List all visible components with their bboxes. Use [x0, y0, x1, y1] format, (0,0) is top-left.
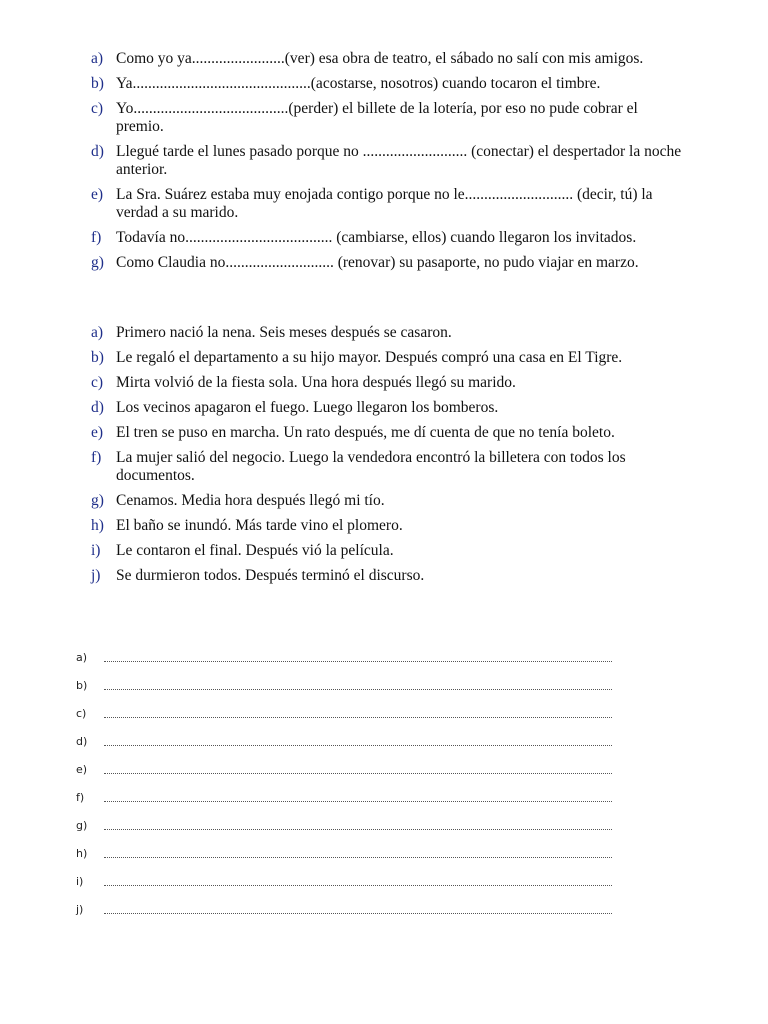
answer-blank — [104, 913, 612, 914]
item-label: h) — [91, 517, 104, 534]
answer-line-b — [0, 676, 768, 704]
exercise-1-item-g — [0, 254, 768, 272]
item-text: Mirta volvió de la fiesta sola. Una hora después llegó su marido. — [116, 374, 516, 391]
item-label: j) — [91, 567, 101, 584]
answer-label: e) — [76, 763, 88, 776]
item-text: Le contaron el final. Después vió la película. — [116, 542, 394, 559]
answer-label: h) — [76, 847, 88, 860]
item-text: La mujer salió del negocio. Luego la vendedora encontró la billetera con todos los documentos. — [116, 449, 626, 484]
answer-blank — [104, 689, 612, 690]
item-label: c) — [91, 374, 104, 391]
answer-line-f — [0, 788, 768, 816]
item-text: El baño se inundó. Más tarde vino el plomero. — [116, 517, 403, 534]
exercise-1-item-f — [0, 229, 768, 247]
answer-lines — [0, 648, 768, 928]
item-text: Se durmieron todos. Después terminó el discurso. — [116, 567, 425, 584]
item-text: Como Claudia no............................ (renovar) su pasaporte, no pudo viajar en marzo. — [116, 254, 639, 271]
exercise-2-item-h — [0, 517, 768, 535]
item-text: Cenamos. Media hora después llegó mi tío. — [116, 492, 385, 509]
exercise-2-item-b — [0, 349, 768, 367]
item-text: Todavía no...................................... (cambiarse, ellos) cuando llegaron los invitados. — [116, 229, 637, 246]
item-label: a) — [91, 324, 104, 341]
answer-blank — [104, 745, 612, 746]
answer-blank — [104, 885, 612, 886]
item-text: Le regaló el departamento a su hijo mayor. Después compró una casa en El Tigre. — [116, 349, 623, 366]
item-label: g) — [91, 254, 104, 271]
item-label: c) — [91, 100, 104, 117]
item-text: Primero nació la nena. Seis meses después se casaron. — [116, 324, 452, 341]
answer-label: j) — [76, 903, 84, 916]
item-label: d) — [91, 399, 104, 416]
answer-label: a) — [76, 651, 88, 664]
answer-line-j — [0, 900, 768, 928]
exercise-2-item-g — [0, 492, 768, 510]
item-text: Ya..............................................(acostarse, nosotros) cuando tocaron el timbre. — [116, 75, 601, 92]
item-label: b) — [91, 75, 104, 92]
answer-blank — [104, 829, 612, 830]
answer-blank — [104, 661, 612, 662]
item-text: Como yo ya........................(ver) esa obra de teatro, el sábado no salí con mis amigos. — [116, 50, 644, 67]
exercise-2-item-d — [0, 399, 768, 417]
item-label: f) — [91, 229, 102, 246]
exercise-1-item-e — [0, 186, 768, 222]
item-label: b) — [91, 349, 104, 366]
exercise-2-item-i — [0, 542, 768, 560]
exercise-2-item-f — [0, 449, 768, 485]
exercise-2-item-a — [0, 324, 768, 342]
exercise-2-item-j — [0, 567, 768, 585]
answer-label: d) — [76, 735, 88, 748]
exercise-1-item-c — [0, 100, 768, 136]
answer-label: b) — [76, 679, 88, 692]
item-label: i) — [91, 542, 101, 559]
exercise-1-item-a — [0, 50, 768, 68]
answer-blank — [104, 857, 612, 858]
exercise-2-item-e — [0, 424, 768, 442]
item-label: e) — [91, 424, 104, 441]
item-label: e) — [91, 186, 104, 203]
exercise-2-item-c — [0, 374, 768, 392]
answer-blank — [104, 717, 612, 718]
exercise-1-list — [0, 50, 768, 279]
item-label: f) — [91, 449, 102, 466]
item-text: Llegué tarde el lunes pasado porque no ........................... (conectar) el despertador la noche anterior. — [116, 143, 682, 178]
exercise-1-item-d — [0, 143, 768, 179]
answer-line-h — [0, 844, 768, 872]
item-label: g) — [91, 492, 104, 509]
answer-line-i — [0, 872, 768, 900]
answer-label: i) — [76, 875, 84, 888]
item-text: El tren se puso en marcha. Un rato después, me dí cuenta de que no tenía boleto. — [116, 424, 615, 441]
item-text: Yo........................................(perder) el billete de la lotería, por eso no pude cobrar el premio. — [116, 100, 638, 135]
answer-label: f) — [76, 791, 85, 804]
answer-line-a — [0, 648, 768, 676]
item-text: Los vecinos apagaron el fuego. Luego llegaron los bomberos. — [116, 399, 499, 416]
answer-line-c — [0, 704, 768, 732]
item-label: a) — [91, 50, 104, 67]
answer-label: c) — [76, 707, 87, 720]
answer-line-e — [0, 760, 768, 788]
item-text: La Sra. Suárez estaba muy enojada contigo porque no le............................ (decir, tú) la verdad a su marido. — [116, 186, 653, 221]
exercise-1-item-b — [0, 75, 768, 93]
answer-blank — [104, 801, 612, 802]
answer-label: g) — [76, 819, 88, 832]
exercise-2-list — [0, 324, 768, 592]
answer-blank — [104, 773, 612, 774]
item-label: d) — [91, 143, 104, 160]
answer-line-g — [0, 816, 768, 844]
answer-line-d — [0, 732, 768, 760]
